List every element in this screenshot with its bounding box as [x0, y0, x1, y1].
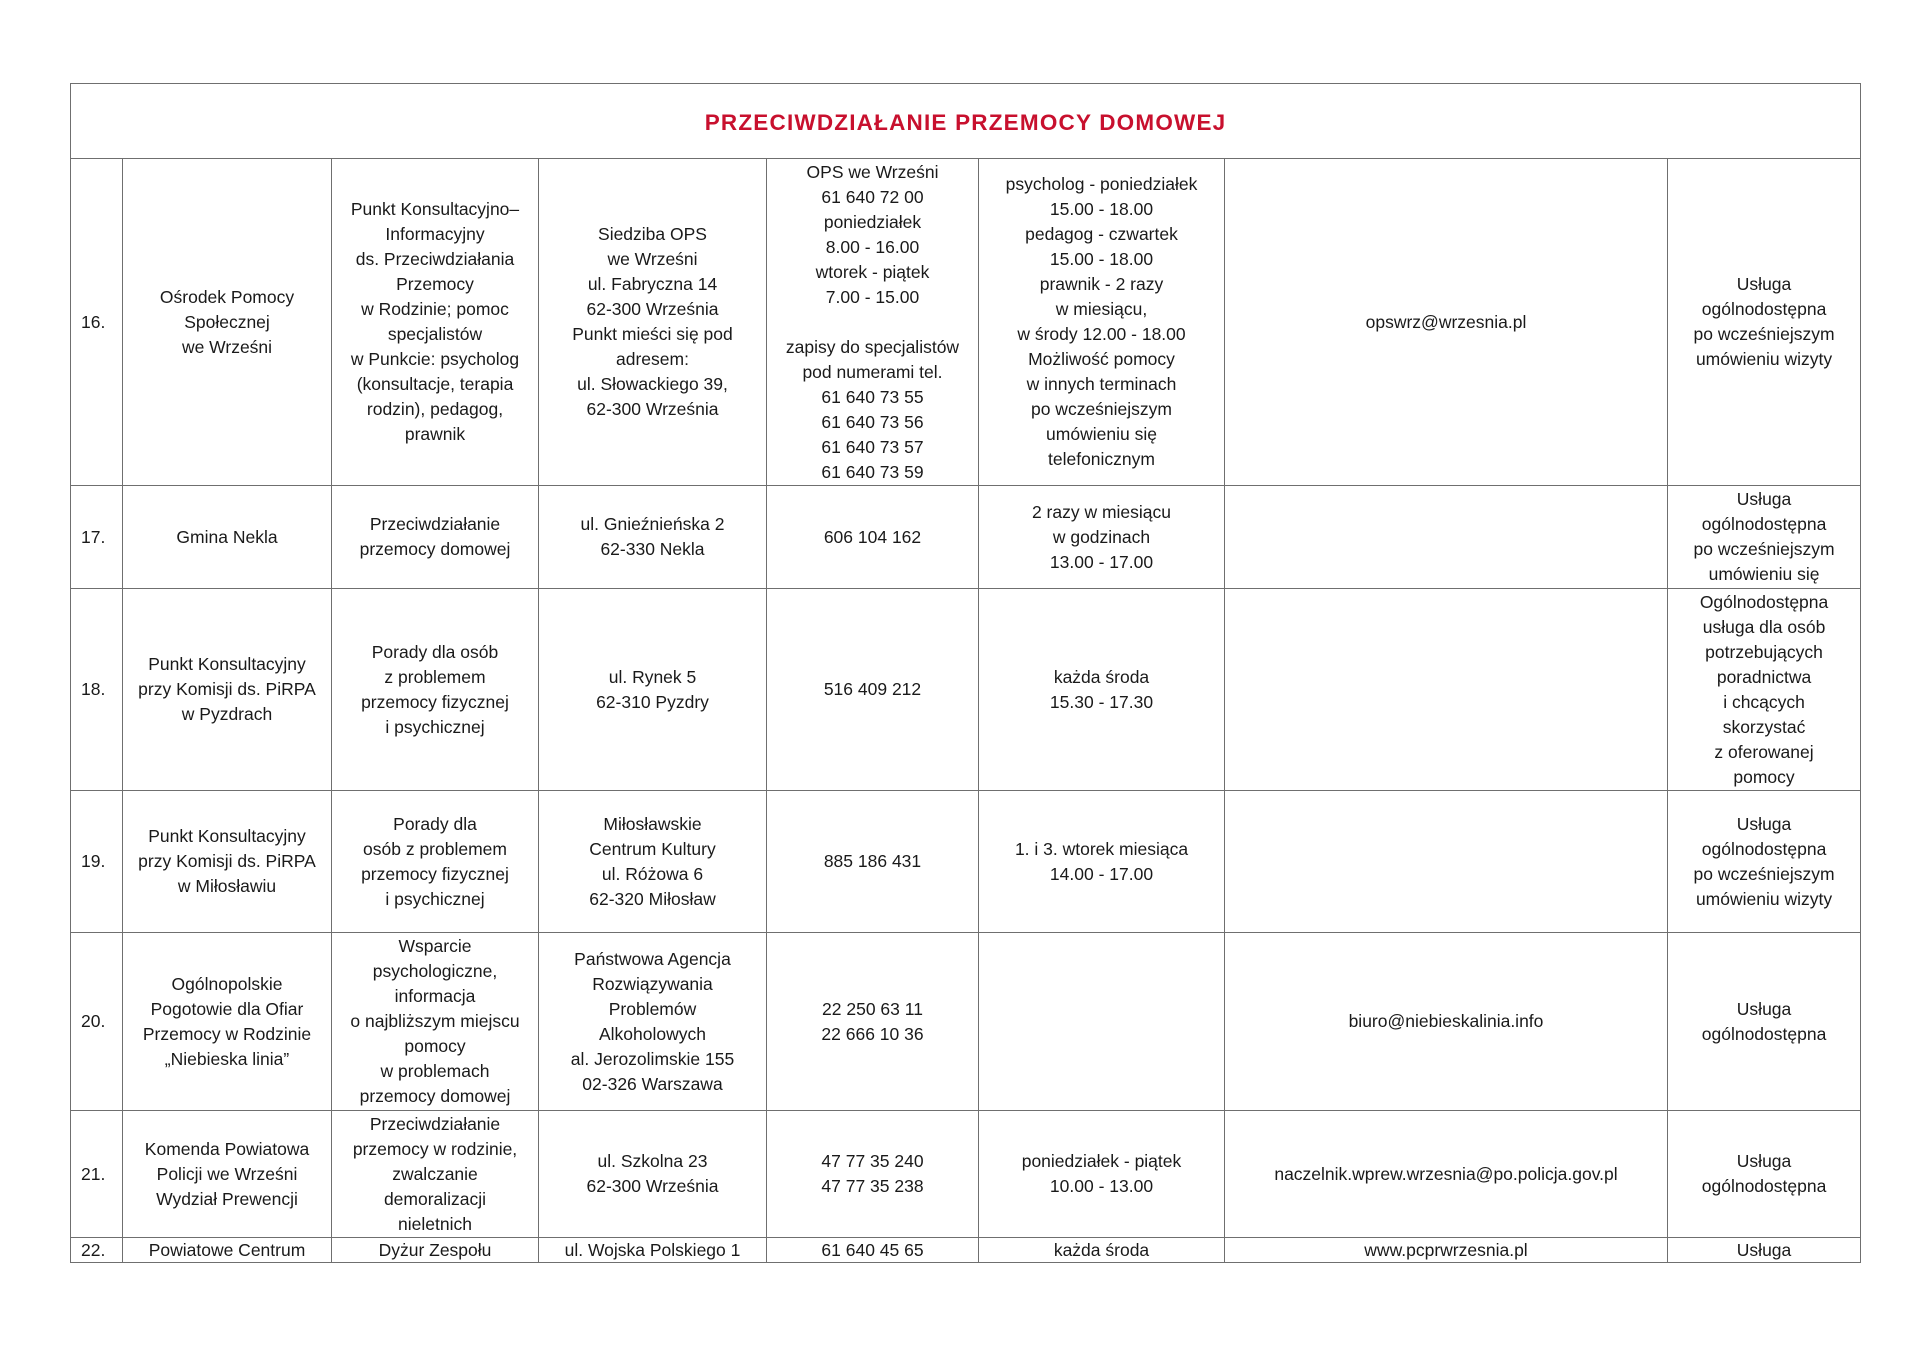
hours-cell: 1. i 3. wtorek miesiąca 14.00 - 17.00 [979, 791, 1225, 933]
hours-cell [979, 933, 1225, 1111]
title-row [71, 84, 1861, 159]
row-number: 18. [71, 589, 123, 791]
row-number: 20. [71, 933, 123, 1111]
phone-cell: 606 104 162 [767, 486, 979, 589]
access-cell: Usługa ogólnodostępna po wcześniejszym umówieniu wizyty [1668, 791, 1861, 933]
row-number: 21. [71, 1111, 123, 1238]
contact-cell: www.pcprwrzesnia.pl [1225, 1238, 1668, 1263]
institution-cell: Powiatowe Centrum [123, 1238, 332, 1263]
service-cell: Wsparcie psychologiczne, informacja o najbliższym miejscu pomocy w problemach przemocy domowej [332, 933, 539, 1111]
service-cell: Przeciwdziałanie przemocy w rodzinie, zwalczanie demoralizacji nieletnich [332, 1111, 539, 1238]
address-cell: ul. Szkolna 23 62-300 Września [539, 1111, 767, 1238]
table-title: PRZECIWDZIAŁANIE PRZEMOCY DOMOWEJ [71, 84, 1861, 159]
institution-cell: Komenda Powiatowa Policji we Wrześni Wydział Prewencji [123, 1111, 332, 1238]
hours-cell: każda środa 15.30 - 17.30 [979, 589, 1225, 791]
address-cell: ul. Wojska Polskiego 1 [539, 1238, 767, 1263]
institution-cell: Ogólnopolskie Pogotowie dla Ofiar Przemocy w Rodzinie „Niebieska linia” [123, 933, 332, 1111]
hours-cell: psycholog - poniedziałek 15.00 - 18.00 pedagog - czwartek 15.00 - 18.00 prawnik - 2 razy w miesiącu, w środy 12.00 - 18.00 Możliwość pomocy w innych terminach po wcześniejszym umówieniu się telefonicznym [979, 159, 1225, 486]
institution-cell: Gmina Nekla [123, 486, 332, 589]
access-cell: Usługa ogólnodostępna po wcześniejszym umówieniu wizyty [1668, 159, 1861, 486]
row-number: 22. [71, 1238, 123, 1263]
phone-cell: OPS we Wrześni 61 640 72 00 poniedziałek 8.00 - 16.00 wtorek - piątek 7.00 - 15.00 zapisy do specjalistów pod numerami tel. 61 640 73 55 61 640 73 56 61 640 73 57 61 640 73 59 [767, 159, 979, 486]
address-cell: ul. Gnieźnieńska 2 62-330 Nekla [539, 486, 767, 589]
address-cell: Państwowa Agencja Rozwiązywania Problemów Alkoholowych al. Jerozolimskie 155 02-326 Warszawa [539, 933, 767, 1111]
service-cell: Porady dla osób z problemem przemocy fizycznej i psychicznej [332, 791, 539, 933]
access-cell: Usługa ogólnodostępna po wcześniejszym umówieniu się [1668, 486, 1861, 589]
contact-cell: naczelnik.wprew.wrzesnia@po.policja.gov.pl [1225, 1111, 1668, 1238]
document-sheet [70, 83, 1860, 1263]
service-cell: Punkt Konsultacyjno– Informacyjny ds. Przeciwdziałania Przemocy w Rodzinie; pomoc specjalistów w Punkcie: psycholog (konsultacje, terapia rodzin), pedagog, prawnik [332, 159, 539, 486]
address-cell: Miłosławskie Centrum Kultury ul. Różowa 6 62-320 Miłosław [539, 791, 767, 933]
institution-cell: Punkt Konsultacyjny przy Komisji ds. PiRPA w Miłosławiu [123, 791, 332, 933]
hours-cell: każda środa [979, 1238, 1225, 1263]
hours-cell: 2 razy w miesiącu w godzinach 13.00 - 17.00 [979, 486, 1225, 589]
phone-cell: 885 186 431 [767, 791, 979, 933]
phone-cell: 22 250 63 11 22 666 10 36 [767, 933, 979, 1111]
table-row [71, 933, 1861, 1111]
services-table [70, 83, 1861, 1263]
row-number: 16. [71, 159, 123, 486]
phone-cell: 61 640 45 65 [767, 1238, 979, 1263]
access-cell: Usługa [1668, 1238, 1861, 1263]
table-row [71, 159, 1861, 486]
table-row [71, 1238, 1861, 1263]
phone-cell: 516 409 212 [767, 589, 979, 791]
access-cell: Ogólnodostępna usługa dla osób potrzebujących poradnictwa i chcących skorzystać z oferowanej pomocy [1668, 589, 1861, 791]
contact-cell [1225, 486, 1668, 589]
service-cell: Przeciwdziałanie przemocy domowej [332, 486, 539, 589]
table-row [71, 589, 1861, 791]
table-row [71, 791, 1861, 933]
access-cell: Usługa ogólnodostępna [1668, 1111, 1861, 1238]
hours-cell: poniedziałek - piątek 10.00 - 13.00 [979, 1111, 1225, 1238]
service-cell: Dyżur Zespołu [332, 1238, 539, 1263]
institution-cell: Ośrodek Pomocy Społecznej we Wrześni [123, 159, 332, 486]
contact-cell [1225, 791, 1668, 933]
table-row [71, 486, 1861, 589]
service-cell: Porady dla osób z problemem przemocy fizycznej i psychicznej [332, 589, 539, 791]
phone-cell: 47 77 35 240 47 77 35 238 [767, 1111, 979, 1238]
contact-cell: opswrz@wrzesnia.pl [1225, 159, 1668, 486]
contact-cell: biuro@niebieskalinia.info [1225, 933, 1668, 1111]
contact-cell [1225, 589, 1668, 791]
row-number: 17. [71, 486, 123, 589]
address-cell: Siedziba OPS we Wrześni ul. Fabryczna 14 62-300 Września Punkt mieści się pod adresem: ul. Słowackiego 39, 62-300 Września [539, 159, 767, 486]
table-row [71, 1111, 1861, 1238]
institution-cell: Punkt Konsultacyjny przy Komisji ds. PiRPA w Pyzdrach [123, 589, 332, 791]
row-number: 19. [71, 791, 123, 933]
address-cell: ul. Rynek 5 62-310 Pyzdry [539, 589, 767, 791]
access-cell: Usługa ogólnodostępna [1668, 933, 1861, 1111]
